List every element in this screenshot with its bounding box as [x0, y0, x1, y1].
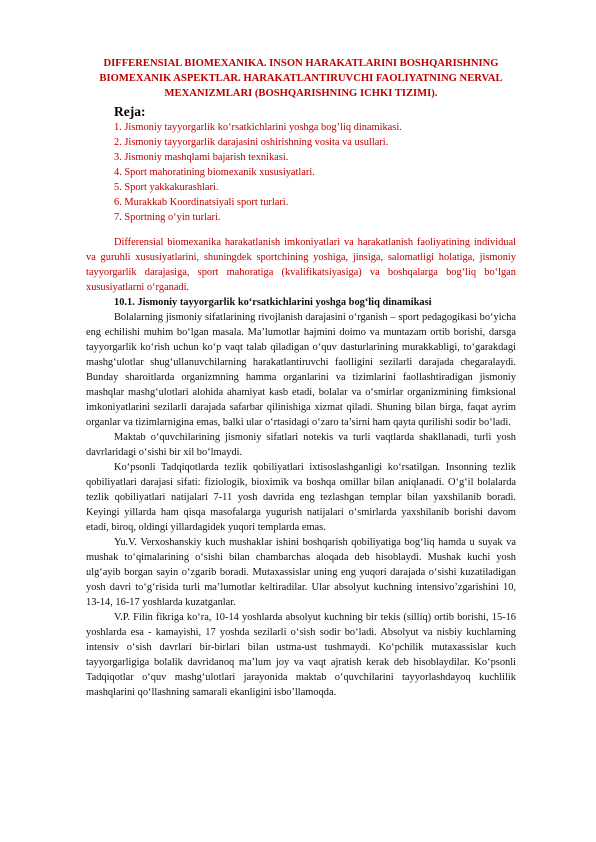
plan-heading: Reja:	[114, 104, 146, 119]
section-title: 10.1. Jismoniy tayyorgarlik ko‘rsatkichlarini yoshga bog‘liq dinamikasi	[114, 297, 432, 308]
plan-item: 5. Sport yakkakurashlari.	[114, 182, 219, 193]
body-paragraph: Yu.V. Verxoshanskiy kuch mushaklar ishini boshqarish qobiliyatiga bog‘liq hamda u suyak va mushak to‘qimalarining o‘sishi bilan chambarchas aloqada deb hisoblaydi. Mushak kuchi yosh ulg‘ayib borgan sayin o‘zgarib boradi. Mutaxassislar uning eng yuqori darajada o‘sishi kuzatiladigan yosh davri to‘g‘risida turli ma’lumotlar keltiradilar. Ular absolyut kuchning intensivo’zgarishini 10, 13-14, 16-17 yoshlarda kuzatganlar.	[86, 537, 516, 608]
plan-item: 6. Murakkab Koordinatsiyali sport turlari.	[114, 197, 289, 208]
plan-item: 1. Jismoniy tayyorgarlik ko‘rsatkichlarini yoshga bog’liq dinamikasi.	[114, 122, 402, 133]
body-paragraph: Maktab o‘quvchilarining jismoniy sifatlari notekis va turli vaqtlarda shakllanadi, turli yosh davrlaridagi o‘sishi bir xil bo‘lmaydi.	[86, 432, 516, 458]
intro-paragraph: Differensial biomexanika harakatlanish imkoniyatlari va harakatlanish faoliyatining individual va guruhli xususiyatlarini, shuningdek sportchining yoshiga, jinsiga, salomatligi holatiga, jismoniy tayyorgarlik darajasiga, sport mahoratiga (kvalifikatsiyasiga) va boshqalarga bog‘liq bo‘lgan xususiyatlarni o‘rganadi.	[86, 237, 516, 293]
plan-list	[86, 120, 516, 225]
plan-item: 2. Jismoniy tayyorgarlik darajasini oshirishning vosita va usullari.	[114, 137, 389, 148]
body-paragraph: Ko‘psonli Tadqiqotlarda tezlik qobiliyatlari ixtisoslashganligi ko‘rsatilgan. Insonning tezlik qobiliyatlari darajasi sifati: fiziologik, bioximik va boshqa omillar bilan aniqlanadi. O‘g‘il bolalarda tezlik qobiliyatlari natijalari 7-11 yosh davrida eng tezlashgan templar bilan yaxshilanib boradi. Keyingi yillarda ham qisqa masofalarga yugurish natijalari o‘smirlarda yaxshilanib borishi davom etadi, biroq, oldingi yillardagidek yuqori templarda emas.	[86, 462, 516, 533]
document-title: DIFFERENSIAL BIOMEXANIKA. INSON HARAKATLARINI BOSHQARISHNING BIOMEXANIK ASPEKTLAR. HARAKATLANTIRUVCHI FAOLIYATNING NERVAL MEXANIZMLARI (BOSHQARISHNING ICHKI TIZIMI).	[99, 58, 503, 99]
plan-item: 7. Sportning o‘yin turlari.	[114, 212, 221, 223]
plan-item: 4. Sport mahoratining biomexanik xususiyatlari.	[114, 167, 315, 178]
plan-item: 3. Jismoniy mashqlami bajarish texnikasi.	[114, 152, 289, 163]
document-page	[86, 56, 516, 700]
body-paragraph: Bolalarning jismoniy sifatlarining rivojlanish darajasini o‘rganish – sport pedagogikasi bo‘yicha eng echilishi muhim bo‘lgan masala. Ma’lumotlar hajmini doimo va muntazam ortib borishi, darsga tayyorgarlik ko‘rish uchun ko‘p vaqt talab qiladigan o‘quv dasturlarining murakkabligi, to‘garakdagi mashg‘ulotlar shug‘ullanuvchilarning harakatlantiruvchi faolligini sezilarli darajada chegaralaydi. Bunday sharoitlarda organizmning hamma organlarini va tizimlarini faollashtiradigan jismoniy mashqlar mashg‘ulotlari alohida ahamiyat kasb etadi, bolalar va o‘smirlar organizmining fimksional imkoniyatlarini sezilarli darajada safarbar qilinishiga xizmat qiladi. Shuning bilan birga, faqat ayrim organlar va tizimlarnigina emas, balki ular o‘rtasidagi o‘zaro ta’sirni ham qayta qurilishi sodir bo‘ladi.	[86, 312, 516, 428]
body-paragraph: V.P. Filin fikriga ko‘ra, 10-14 yoshlarda absolyut kuchning bir tekis (silliq) ortib borishi, 15-16 yoshlarda esa - kamayishi, 17 yoshda sezilarli o‘sish sodir bo‘ladi. Absolyut va nisbiy kuchlarning intensiv o‘sish davrlari bir-birlari bilan ustma-ust tushmaydi. Ko‘pchilik mutaxassislar kuch tayyorgarligiga bolalik davridanoq ma’lum joy va vaqt ajratish kerak deb hisoblaydilar. Ko‘psonli Tadqiqotlar o‘quv mashg‘ulotlari jarayonida maktab o‘quvchilarini tayyorlashdayoq kuchlilik mashqlarini qo‘llashning samarali ekanligini isbo’llamoqda.	[86, 612, 516, 698]
